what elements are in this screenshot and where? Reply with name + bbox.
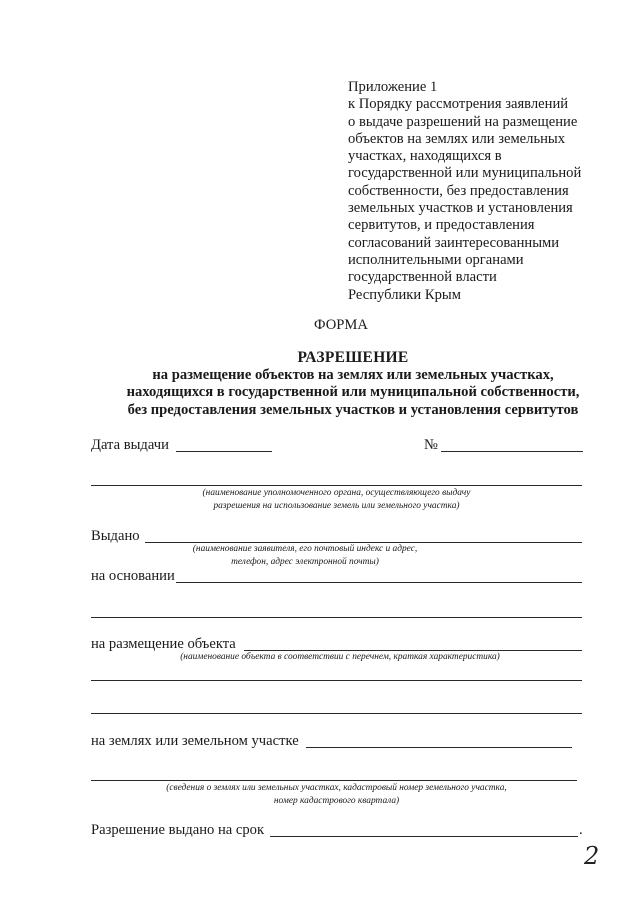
basis-label: на основании <box>91 568 175 584</box>
heading-title: РАЗРЕШЕНИЕ <box>297 349 409 366</box>
authority-field[interactable] <box>91 485 582 486</box>
term-field[interactable] <box>270 836 578 837</box>
date-label: Дата выдачи <box>91 437 169 453</box>
appendix-block <box>348 79 610 304</box>
basis-field[interactable] <box>176 582 582 583</box>
note-line: номер кадастрового квартала) <box>273 796 400 806</box>
appendix-line: о выдаче разрешений на размещение <box>348 113 578 130</box>
appendix-line: государственной власти <box>348 269 497 286</box>
form-label: ФОРМА <box>314 317 368 333</box>
number-label: № <box>424 437 438 453</box>
term-end-period: . <box>579 822 583 838</box>
appendix-line: сервитутов, и предоставления <box>348 217 535 234</box>
appendix-line: исполнительными органами <box>348 251 524 268</box>
authority-note <box>91 487 582 513</box>
lands-label: на землях или земельном участке <box>91 733 299 749</box>
page-mark: 2 <box>584 842 600 870</box>
document-heading <box>68 349 638 419</box>
appendix-line: земельных участков и установления <box>348 200 573 217</box>
appendix-line: согласований заинтересованными <box>348 234 560 251</box>
note-line: (сведения о землях или земельных участках, кадастровый номер земельного участка, <box>166 783 507 793</box>
note-line: разрешения на использование земель или земельного участка) <box>213 501 460 511</box>
number-field[interactable] <box>441 451 583 452</box>
heading-line: без предоставления земельных участков и установления сервитутов <box>127 401 579 418</box>
appendix-line: участках, находящихся в <box>348 148 502 165</box>
issued-label: Выдано <box>91 528 140 544</box>
note-line: телефон, адрес электронной почты) <box>231 557 379 567</box>
lands-note <box>91 782 582 808</box>
object-label: на размещение объекта <box>91 636 236 652</box>
appendix-line: государственной или муниципальной <box>348 165 582 182</box>
date-field[interactable] <box>176 451 272 452</box>
heading-line: на размещение объектов на землях или земельных участках, <box>152 366 554 383</box>
lands-field[interactable] <box>306 747 572 748</box>
basis-field-continued[interactable] <box>91 617 582 618</box>
note-line: (наименование уполномоченного органа, осуществляющего выдачу <box>202 488 471 498</box>
appendix-line: собственности, без предоставления <box>348 182 569 199</box>
object-field-continued[interactable] <box>91 680 582 681</box>
term-label: Разрешение выдано на срок <box>91 822 265 838</box>
issued-note <box>145 543 465 569</box>
appendix-line: Приложение 1 <box>348 79 438 95</box>
note-line: (наименование заявителя, его почтовый индекс и адрес, <box>192 544 418 554</box>
appendix-line: Республики Крым <box>348 286 461 303</box>
object-note: (наименование объекта в соответствии с перечнем, краткая характеристика) <box>180 652 500 662</box>
appendix-line: объектов на землях или земельных <box>348 130 566 147</box>
heading-line: находящихся в государственной или муниципальной собственности, <box>126 384 580 400</box>
lands-field-continued[interactable] <box>91 780 577 781</box>
object-field-continued[interactable] <box>91 713 582 714</box>
appendix-line: к Порядку рассмотрения заявлений <box>348 96 569 113</box>
